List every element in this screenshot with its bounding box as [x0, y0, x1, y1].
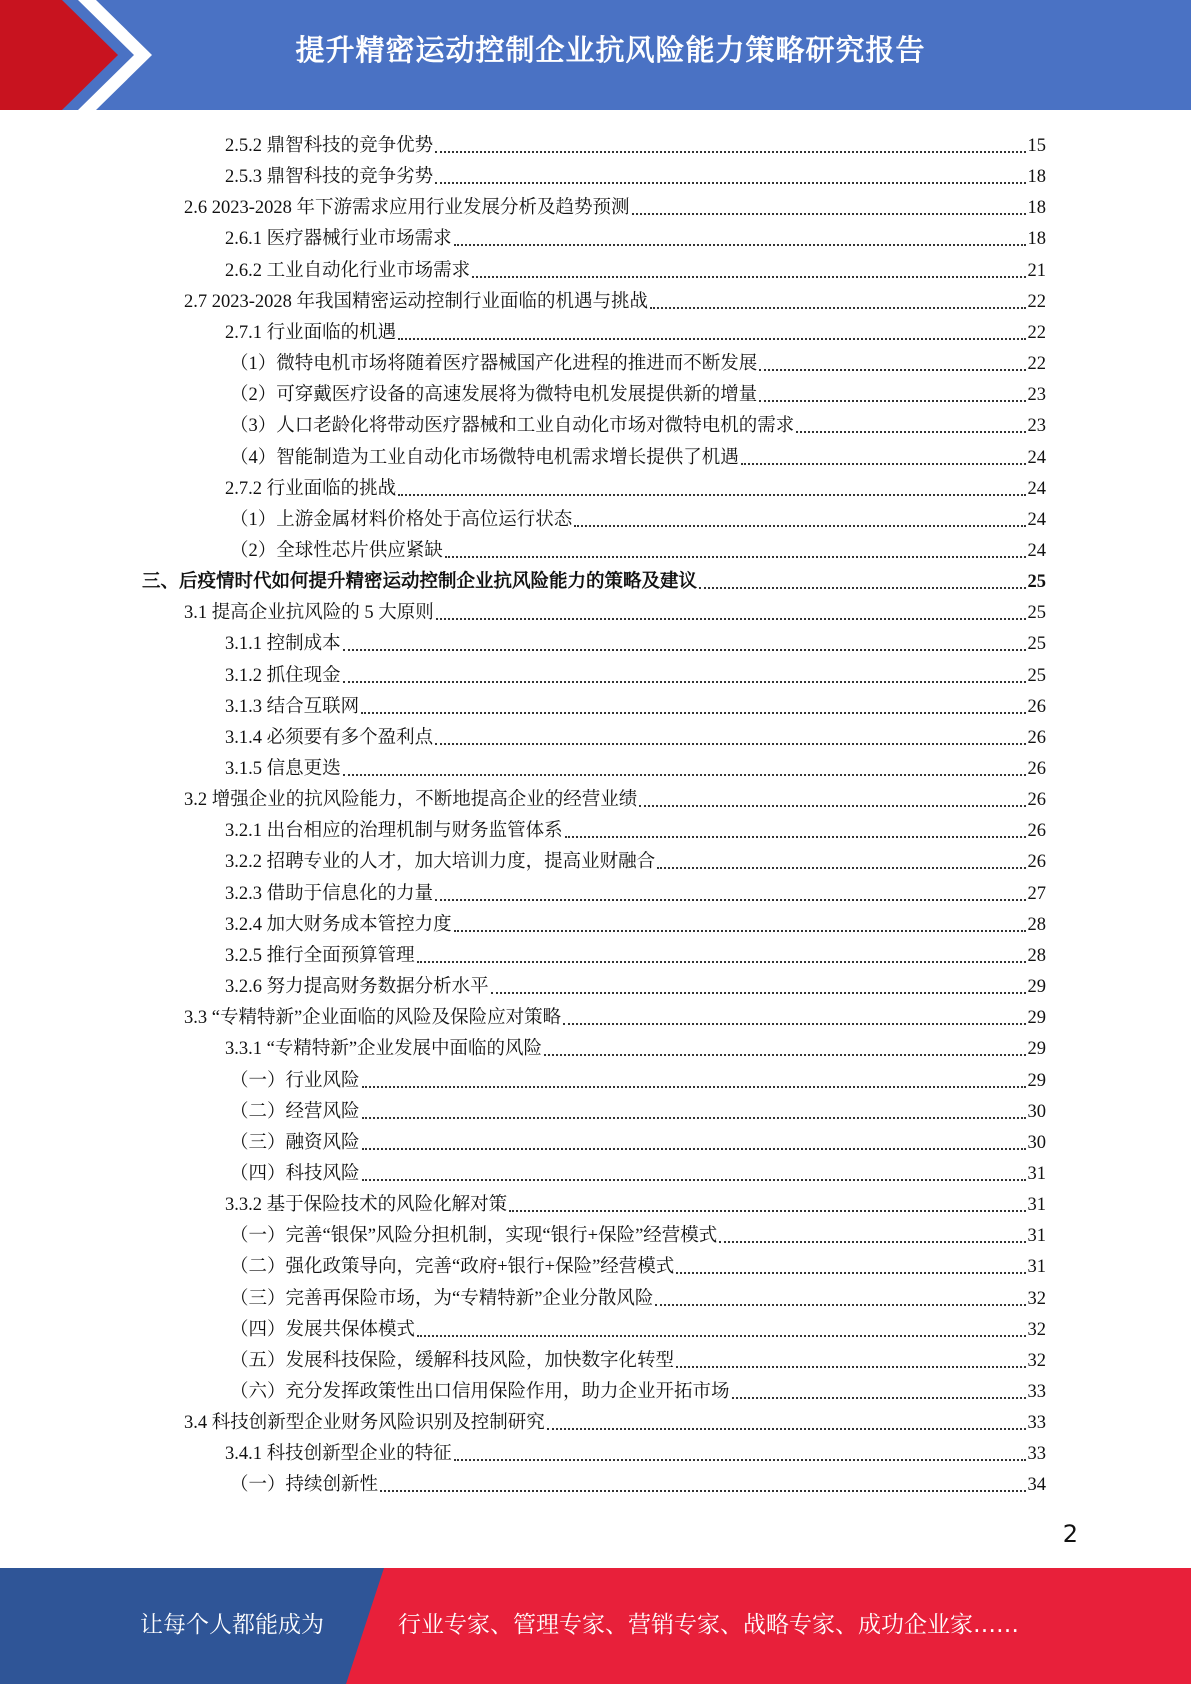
toc-entry-page: 18 [1027, 198, 1046, 219]
toc-entry[interactable] [230, 1063, 1046, 1094]
toc-leader-dots [676, 1260, 1025, 1274]
toc-entry-title: （4）智能制造为工业自动化市场微特电机需求增长提供了机遇 [230, 447, 739, 468]
toc-leader-dots [563, 1011, 1025, 1025]
toc-entry-title: 3.2 增强企业的抗风险能力，不断地提高企业的经营业绩 [184, 790, 638, 811]
toc-entry-page: 26 [1027, 696, 1046, 717]
toc-entry-title: （四）发展共保体模式 [230, 1319, 416, 1340]
toc-entry-title: 2.5.2 鼎智科技的竞争优势 [225, 136, 434, 156]
toc-entry-page: 24 [1027, 540, 1046, 561]
toc-entry[interactable] [225, 128, 1046, 159]
toc-entry-page: 24 [1027, 478, 1046, 499]
toc-leader-dots [435, 731, 1025, 745]
toc-entry-title: （二）强化政策导向，完善“政府+银行+保险”经营模式 [230, 1257, 675, 1278]
toc-entry-page: 32 [1027, 1350, 1046, 1371]
toc-leader-dots [445, 544, 1026, 558]
toc-leader-dots [343, 762, 1026, 776]
toc-leader-dots [454, 232, 1026, 246]
toc-entry[interactable] [142, 564, 1046, 595]
toc-entry-page: 26 [1027, 727, 1046, 748]
toc-entry-title: 3.3.1 “专精特新”企业发展中面临的风险 [225, 1039, 543, 1060]
toc-entry[interactable] [225, 1436, 1046, 1467]
toc-leader-dots [343, 669, 1026, 683]
toc-leader-dots [343, 637, 1026, 651]
toc-entry-title: 3.2.2 招聘专业的人才，加大培训力度，提高业财融合 [225, 852, 656, 873]
toc-leader-dots [417, 1323, 1025, 1337]
toc-entry-title: 3.1.2 抓住现金 [225, 665, 341, 686]
toc-entry[interactable] [184, 1000, 1046, 1031]
toc-entry-page: 26 [1027, 790, 1046, 811]
toc-entry[interactable] [230, 1218, 1046, 1249]
toc-entry[interactable] [225, 1187, 1046, 1218]
toc-entry-page: 34 [1027, 1475, 1046, 1496]
toc-entry-title: 3.2.6 努力提高财务数据分析水平 [225, 977, 489, 998]
toc-entry-title: （四）科技风险 [230, 1163, 360, 1184]
toc-leader-dots [650, 295, 1025, 309]
toc-entry-title: 3.4.1 科技创新型企业的特征 [225, 1444, 452, 1465]
toc-entry-page: 18 [1027, 229, 1046, 250]
toc-entry[interactable] [225, 813, 1046, 844]
toc-leader-dots [435, 170, 1025, 184]
toc-entry-page: 33 [1027, 1444, 1046, 1465]
toc-entry-title: 3.2.5 推行全面预算管理 [225, 945, 415, 966]
page-footer [0, 1568, 1191, 1684]
toc-leader-dots [676, 1354, 1025, 1368]
toc-entry-page: 29 [1027, 1008, 1046, 1029]
toc-entry-page: 28 [1027, 945, 1046, 966]
page-number: 2 [1062, 1520, 1078, 1548]
toc-leader-dots [362, 1105, 1026, 1119]
toc-entry[interactable] [225, 159, 1046, 190]
toc-entry-page: 31 [1027, 1195, 1046, 1216]
toc-entry-title: （2）全球性芯片供应紧缺 [230, 540, 443, 561]
toc-entry-page: 15 [1027, 136, 1046, 156]
toc-entry[interactable] [184, 284, 1046, 315]
toc-leader-dots [547, 1416, 1026, 1430]
toc-leader-dots [435, 887, 1025, 901]
toc-entry[interactable] [225, 221, 1046, 252]
toc-leader-dots [639, 793, 1025, 807]
toc-entry[interactable] [225, 1031, 1046, 1062]
toc-entry[interactable] [230, 1281, 1046, 1312]
toc-entry-page: 23 [1027, 385, 1046, 406]
toc-entry-page: 25 [1027, 665, 1046, 686]
toc-entry[interactable] [184, 1405, 1046, 1436]
toc-leader-dots [509, 1198, 1025, 1212]
toc-leader-dots [417, 949, 1026, 963]
toc-leader-dots [655, 1292, 1025, 1306]
toc-entry-title: 3.1 提高企业抗风险的 5 大原则 [184, 603, 434, 624]
toc-entry-title: （三）完善再保险市场，为“专精特新”企业分散风险 [230, 1288, 654, 1309]
toc-entry[interactable] [230, 377, 1046, 408]
toc-entry-title: （1）微特电机市场将随着医疗器械国产化进程的推进而不断发展 [230, 354, 758, 375]
toc-entry-title: 2.7 2023-2028 年我国精密运动控制行业面临的机遇与挑战 [184, 291, 649, 312]
toc-entry-title: （五）发展科技保险，缓解科技风险，加快数字化转型 [230, 1350, 675, 1371]
toc-entry-title: 3.4 科技创新型企业财务风险识别及控制研究 [184, 1413, 545, 1434]
toc-entry[interactable] [225, 751, 1046, 782]
toc-leader-dots [491, 980, 1026, 994]
toc-entry-title: 2.5.3 鼎智科技的竞争劣势 [225, 167, 434, 188]
toc-entry-title: （一）持续创新性 [230, 1475, 379, 1496]
toc-entry-title: 3.3 “专精特新”企业面临的风险及保险应对策略 [184, 1008, 562, 1029]
toc-entry[interactable] [230, 408, 1046, 439]
toc-entry[interactable] [230, 1343, 1046, 1374]
footer-slogan-left: 让每个人都能成为 [140, 1612, 324, 1638]
toc-entry-page: 33 [1027, 1413, 1046, 1434]
toc-leader-dots [732, 1385, 1026, 1399]
toc-entry-title: （1）上游金属材料价格处于高位运行状态 [230, 509, 573, 530]
toc-entry[interactable] [225, 844, 1046, 875]
toc-leader-dots [436, 606, 1026, 620]
toc-entry[interactable] [230, 1374, 1046, 1405]
toc-entry[interactable] [225, 907, 1046, 938]
toc-entry[interactable] [230, 1467, 1046, 1498]
toc-leader-dots [472, 264, 1025, 278]
page-header [0, 0, 1191, 110]
toc-entry-page: 24 [1027, 447, 1046, 468]
toc-leader-dots [380, 1478, 1025, 1492]
report-title: 提升精密运动控制企业抗风险能力策略研究报告 [295, 33, 926, 67]
toc-entry-title: 3.1.1 控制成本 [225, 634, 341, 655]
toc-entry[interactable] [230, 1249, 1046, 1280]
toc-entry-title: 三、后疫情时代如何提升精密运动控制企业抗风险能力的策略及建议 [142, 572, 698, 593]
toc-entry-title: 3.1.4 必须要有多个盈利点 [225, 727, 434, 748]
toc-entry-page: 26 [1027, 821, 1046, 842]
toc-entry-title: 3.1.3 结合互联网 [225, 696, 360, 717]
toc-leader-dots [574, 513, 1025, 527]
toc-entry-title: （一）行业风险 [230, 1070, 360, 1091]
toc-entry[interactable] [230, 346, 1046, 377]
toc-leader-dots [657, 855, 1025, 869]
toc-leader-dots [565, 824, 1026, 838]
toc-entry-title: （六）充分发挥政策性出口信用保险作用，助力企业开拓市场 [230, 1382, 730, 1402]
toc-entry[interactable] [225, 253, 1046, 284]
toc-entry-title: 2.6.1 医疗器械行业市场需求 [225, 229, 452, 250]
toc-leader-dots [362, 1074, 1026, 1088]
toc-entry-page: 18 [1027, 167, 1046, 188]
toc-entry[interactable] [225, 315, 1046, 346]
toc-entry-page: 32 [1027, 1319, 1046, 1340]
toc-entry[interactable] [230, 1125, 1046, 1156]
toc-entry-page: 25 [1027, 572, 1046, 593]
toc-entry-page: 29 [1027, 977, 1046, 998]
toc-entry[interactable] [225, 471, 1046, 502]
toc-leader-dots [435, 139, 1025, 153]
toc-leader-dots [361, 700, 1025, 714]
toc-entry[interactable] [225, 626, 1046, 657]
toc-entry[interactable] [230, 533, 1046, 564]
toc-leader-dots [454, 918, 1026, 932]
toc-entry-title: （2）可穿戴医疗设备的高速发展将为微特电机发展提供新的增量 [230, 385, 758, 406]
toc-entry[interactable] [225, 938, 1046, 969]
toc-entry-title: 2.6 2023-2028 年下游需求应用行业发展分析及趋势预测 [184, 198, 630, 219]
toc-entry[interactable] [230, 1312, 1046, 1343]
toc-entry[interactable] [225, 876, 1046, 907]
toc-leader-dots [796, 419, 1025, 433]
toc-entry-page: 22 [1027, 354, 1046, 375]
toc-entry-title: （3）人口老龄化将带动医疗器械和工业自动化市场对微特电机的需求 [230, 416, 795, 437]
toc-entry-page: 21 [1027, 260, 1046, 281]
toc-entry[interactable] [230, 440, 1046, 471]
toc-leader-dots [454, 1447, 1026, 1461]
toc-entry[interactable] [184, 190, 1046, 221]
toc-entry-page: 26 [1027, 852, 1046, 873]
toc-entry-page: 27 [1027, 883, 1046, 904]
toc-entry-page: 31 [1027, 1226, 1046, 1247]
toc-leader-dots [362, 1167, 1026, 1181]
toc-entry-title: 2.7.2 行业面临的挑战 [225, 478, 397, 499]
toc-entry-page: 22 [1027, 291, 1046, 312]
toc-entry-title: 3.1.5 信息更迭 [225, 759, 341, 779]
toc-entry-page: 31 [1027, 1257, 1046, 1278]
toc-entry[interactable] [230, 502, 1046, 533]
toc-entry-page: 28 [1027, 914, 1046, 935]
toc-entry-title: 2.7.1 行业面临的机遇 [225, 322, 397, 343]
toc-entry-page: 29 [1027, 1070, 1046, 1091]
toc-entry-page: 31 [1027, 1163, 1046, 1184]
toc-entry[interactable] [225, 969, 1046, 1000]
toc-entry[interactable] [184, 595, 1046, 626]
toc-leader-dots [544, 1042, 1025, 1056]
footer-slogan-right: 行业专家、管理专家、营销专家、战略专家、成功企业家…… [398, 1612, 1019, 1638]
toc-entry-page: 30 [1027, 1132, 1046, 1153]
toc-entry[interactable] [230, 1156, 1046, 1187]
toc-entry-page: 25 [1027, 634, 1046, 655]
toc-entry-page: 24 [1027, 509, 1046, 530]
toc-entry-title: （二）经营风险 [230, 1101, 360, 1122]
toc-entry[interactable] [184, 782, 1046, 813]
toc-leader-dots [398, 482, 1025, 496]
toc-leader-dots [699, 575, 1025, 589]
toc-entry-page: 32 [1027, 1288, 1046, 1309]
toc-leader-dots [759, 357, 1025, 371]
toc-leader-dots [632, 201, 1026, 215]
toc-entry-page: 26 [1027, 759, 1046, 779]
toc-entry-title: （一）完善“银保”风险分担机制，实现“银行+保险”经营模式 [230, 1226, 718, 1247]
toc-entry-page: 29 [1027, 1039, 1046, 1060]
toc-entry-title: 3.2.3 借助于信息化的力量 [225, 883, 434, 904]
toc-entry-page: 22 [1027, 322, 1046, 343]
toc-leader-dots [362, 1136, 1026, 1150]
toc-entry-title: 3.2.4 加大财务成本管控力度 [225, 914, 452, 935]
toc-entry-title: 3.3.2 基于保险技术的风险化解对策 [225, 1195, 508, 1216]
toc-entry-page: 33 [1027, 1382, 1046, 1402]
toc-leader-dots [398, 326, 1025, 340]
toc-leader-dots [719, 1229, 1025, 1243]
toc-entry-title: 3.2.1 出台相应的治理机制与财务监管体系 [225, 821, 563, 842]
toc-entry-page: 25 [1027, 603, 1046, 624]
toc-entry[interactable] [230, 1094, 1046, 1125]
toc-leader-dots [741, 451, 1026, 465]
toc-entry[interactable] [225, 689, 1046, 720]
toc-entry-page: 30 [1027, 1101, 1046, 1122]
toc-entry-page: 23 [1027, 416, 1046, 437]
toc-entry-title: 2.6.2 工业自动化行业市场需求 [225, 260, 471, 281]
toc-entry[interactable] [225, 720, 1046, 751]
toc-leader-dots [759, 388, 1025, 402]
toc-entry-title: （三）融资风险 [230, 1132, 360, 1153]
toc-entry[interactable] [225, 658, 1046, 689]
